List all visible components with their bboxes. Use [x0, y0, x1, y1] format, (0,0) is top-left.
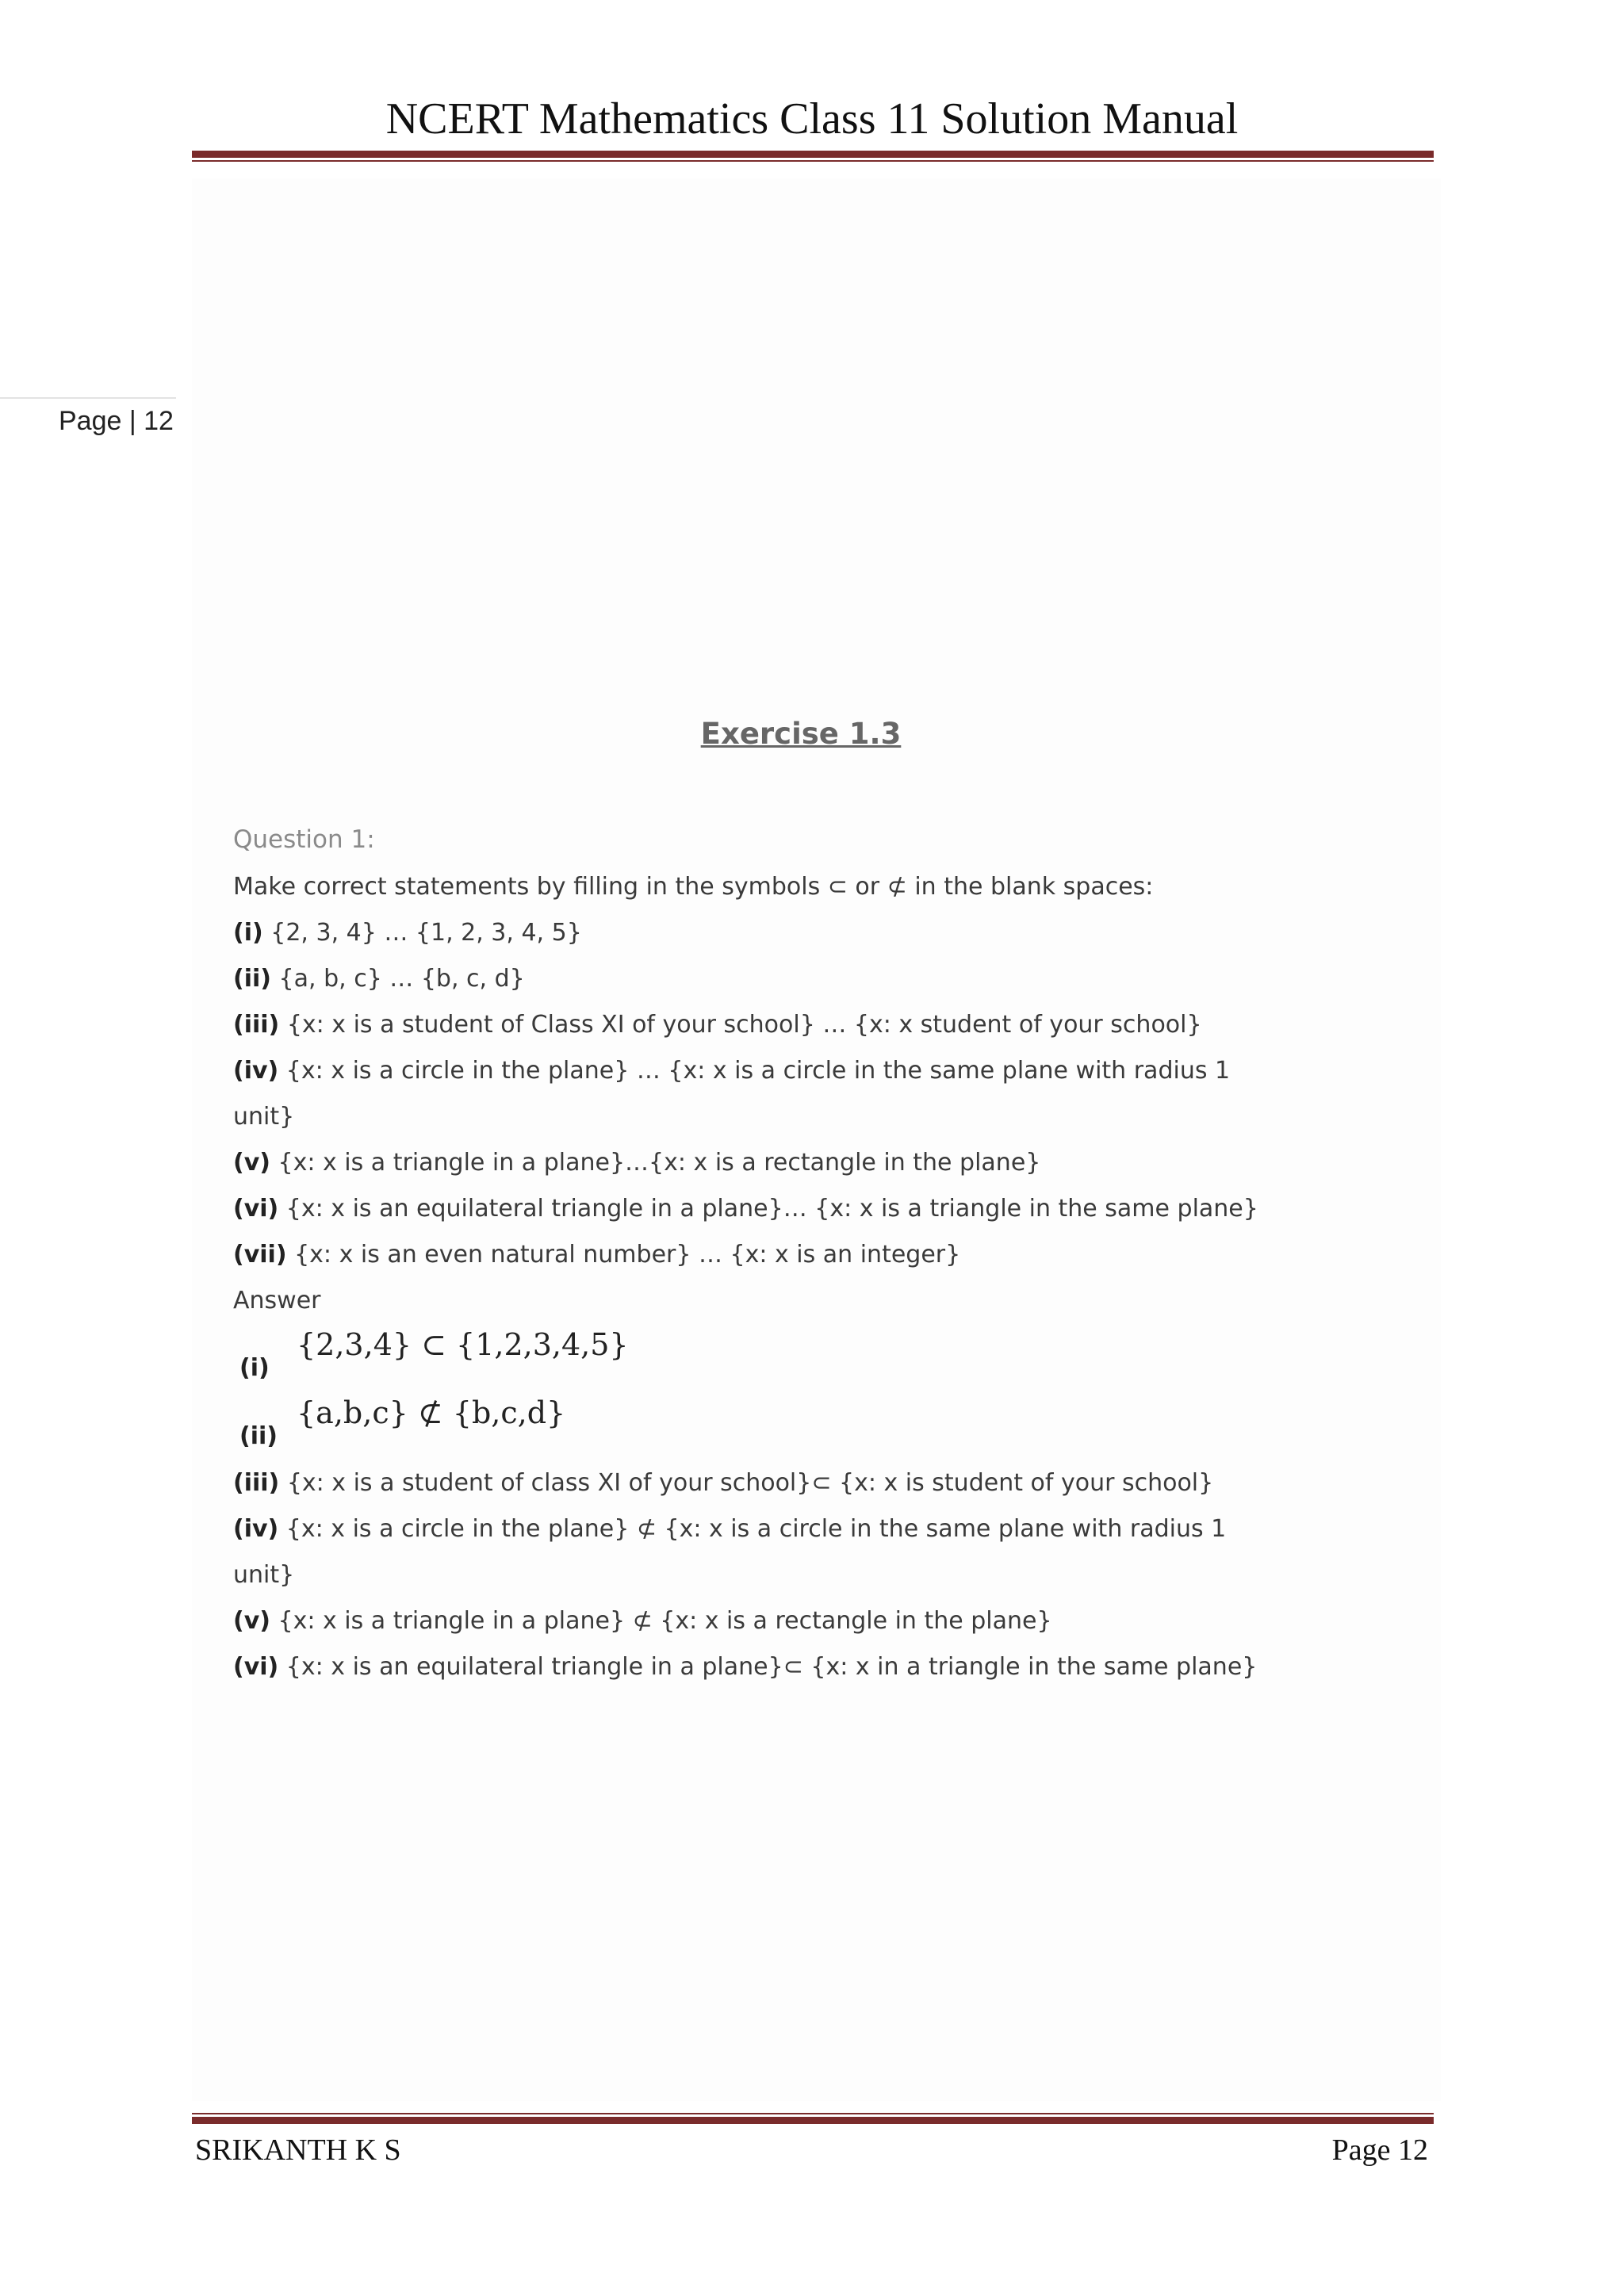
item-text: {2, 3, 4} … {1, 2, 3, 4, 5}: [262, 919, 582, 947]
footer-page-number: Page 12: [1331, 2133, 1428, 2167]
answer-item: [233, 1598, 1383, 1644]
footer-rule: [192, 2113, 1434, 2124]
item-text: {x: x is a triangle in a plane}…{x: x is a rectangle in the plane}: [270, 1149, 1041, 1177]
item-id: (ii): [233, 965, 271, 993]
math-expression: {2,3,4} ⊂ {1,2,3,4,5}: [297, 1327, 629, 1362]
header-rule: [192, 151, 1434, 162]
item-id: (i): [233, 919, 263, 947]
item-text: {x: x is an even natural number} … {x: x is an integer}: [286, 1241, 961, 1269]
item-text: unit}: [233, 1561, 295, 1589]
item-text: {x: x is a triangle in a plane} ⊄ {x: x is a rectangle in the plane}: [270, 1607, 1052, 1635]
question-item: [233, 956, 1383, 1002]
item-id: (v): [233, 1607, 270, 1635]
header-title: NCERT Mathematics Class 11 Solution Manual: [385, 94, 1239, 144]
item-text: {x: x is a student of class XI of your school}⊂ {x: x is student of your school}: [279, 1469, 1214, 1497]
question-item: [233, 1048, 1383, 1094]
answer-item: [233, 1644, 1383, 1690]
item-text: unit}: [233, 1103, 295, 1131]
margin-page-label: Page | 12: [59, 406, 174, 436]
answer-items: [233, 1460, 1383, 1690]
item-id: (iv): [233, 1057, 279, 1085]
answer-item: [233, 1460, 1383, 1506]
item-text: {x: x is a circle in the plane} ⊄ {x: x is a circle in the same plane with radius 1: [278, 1515, 1227, 1543]
item-text: {x: x is an equilateral triangle in a plane}… {x: x is a triangle in the same plane}: [278, 1195, 1258, 1223]
question-item-continuation: [233, 1094, 1383, 1140]
item-id: (iv): [233, 1515, 279, 1543]
item-id: (iii): [233, 1011, 280, 1039]
question-item: [233, 1140, 1383, 1186]
item-id: (vi): [233, 1195, 279, 1223]
exercise-content: [233, 817, 1383, 1690]
answer-label: Answer: [233, 1287, 321, 1314]
item-id: (iii): [233, 1469, 280, 1497]
question-items: [233, 910, 1383, 1278]
question-item: [233, 1186, 1383, 1232]
item-text: {a, b, c} … {b, c, d}: [271, 965, 525, 993]
math-expression: {a,b,c} ⊄ {b,c,d}: [297, 1395, 566, 1430]
question-item: [233, 1232, 1383, 1278]
item-id: (i): [239, 1354, 270, 1382]
question-item: [233, 1002, 1383, 1048]
item-id: (v): [233, 1149, 270, 1177]
item-text: {x: x is a student of Class XI of your school} … {x: x student of your school}: [279, 1011, 1202, 1039]
answer-math-item: [233, 1392, 1383, 1460]
footer-author: SRIKANTH K S: [195, 2133, 401, 2167]
item-id: (vi): [233, 1653, 279, 1681]
answer-item: [233, 1506, 1383, 1552]
margin-divider: [0, 397, 176, 399]
item-text: {x: x is a circle in the plane} … {x: x is a circle in the same plane with radius 1: [278, 1057, 1231, 1085]
question-item: [233, 910, 1383, 956]
question-prompt: Make correct statements by filling in the symbols ⊂ or ⊄ in the blank spaces:: [233, 873, 1154, 901]
answer-item-continuation: [233, 1552, 1383, 1598]
exercise-title: Exercise 1.3: [700, 717, 902, 751]
question-label: Question 1:: [233, 825, 375, 854]
item-text: {x: x is an equilateral triangle in a plane}⊂ {x: x in a triangle in the same plane}: [278, 1653, 1258, 1681]
item-id: (vii): [233, 1241, 287, 1269]
answer-math-item: [233, 1324, 1383, 1392]
item-id: (ii): [239, 1422, 278, 1450]
